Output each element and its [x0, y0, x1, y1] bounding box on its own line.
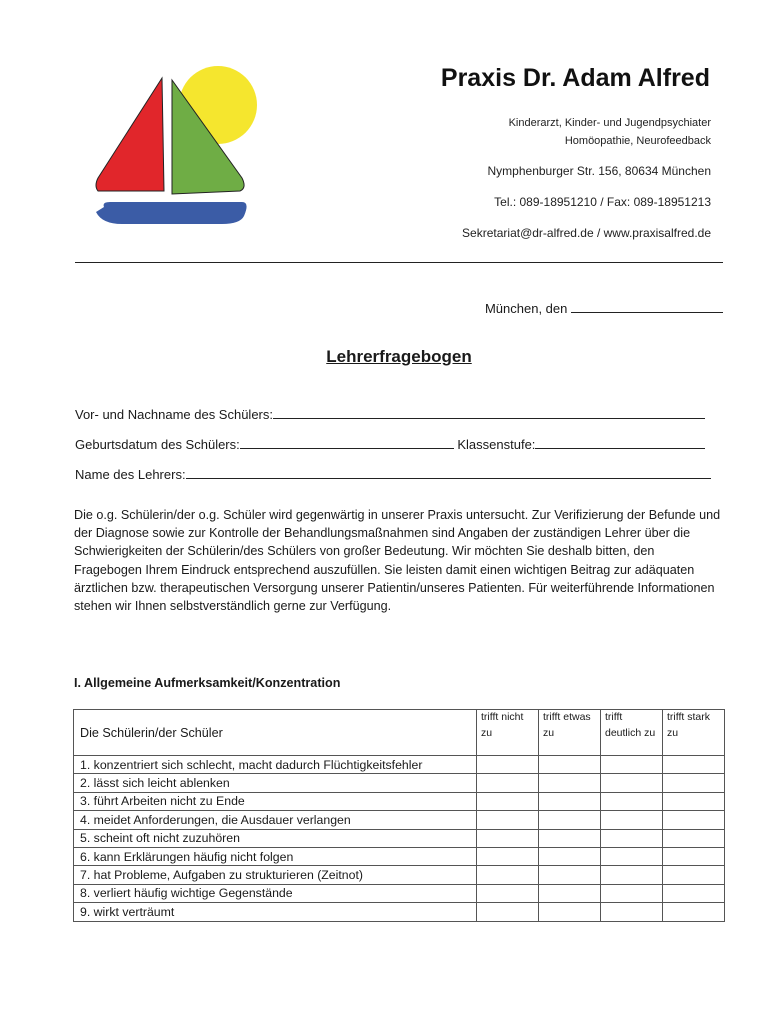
date-label: München, den [484, 301, 568, 316]
sailboat-logo [92, 66, 260, 232]
answer-cell[interactable] [601, 774, 663, 792]
teacher-blank[interactable] [186, 466, 711, 479]
answer-cell[interactable] [601, 866, 663, 884]
table-row [74, 866, 725, 884]
item-label: 2. lässt sich leicht ablenken [74, 774, 477, 792]
item-label: 1. konzentriert sich schlecht, macht dadurch Flüchtigkeitsfehler [74, 756, 477, 774]
specialty-line: Kinderarzt, Kinder- und Jugendpsychiater [508, 117, 711, 129]
answer-cell[interactable] [601, 756, 663, 774]
table-header-row [74, 710, 725, 756]
student-name-blank[interactable] [273, 406, 705, 419]
answer-cell[interactable] [663, 829, 725, 847]
scale-header: trifft stark zu [663, 710, 725, 756]
answer-cell[interactable] [539, 903, 601, 921]
date-field [485, 300, 723, 316]
scale-header: trifft deutlich zu [601, 710, 663, 756]
table-row [74, 756, 725, 774]
questionnaire-table [73, 709, 725, 922]
date-blank[interactable] [571, 300, 723, 313]
document-title: Lehrerfragebogen [326, 347, 472, 366]
item-label: 3. führt Arbeiten nicht zu Ende [74, 792, 477, 810]
answer-cell[interactable] [477, 756, 539, 774]
grade-label: Klassenstufe: [457, 437, 536, 452]
answer-cell[interactable] [663, 903, 725, 921]
answer-cell[interactable] [601, 847, 663, 865]
answer-cell[interactable] [477, 866, 539, 884]
answer-cell[interactable] [539, 829, 601, 847]
table-row [74, 847, 725, 865]
answer-cell[interactable] [477, 792, 539, 810]
answer-cell[interactable] [539, 756, 601, 774]
methods-line: Homöopathie, Neurofeedback [564, 135, 711, 147]
table-row [74, 903, 725, 921]
answer-cell[interactable] [601, 829, 663, 847]
birthdate-label: Geburtsdatum des Schülers: [75, 437, 240, 452]
intro-paragraph: Die o.g. Schülerin/der o.g. Schüler wird gegenwärtig in unserer Praxis untersucht. Zur Verifizierung der Befunde und der Diagnose sowie zur Kontrolle der Behandlungsmaßnahmen sind Angaben der zuständigen Lehrer über die Schwierigkeiten der Schülerin/des Schülers von großer Bedeutung. Wir möchten Sie deshalb bitten, den Fragebogen Ihrem Eindruck entsprechend auszufüllen. Sie leisten damit einen wichtigen Beitrag zur adäquaten ärztlichen bzw. therapeutischen Versorgung unserer Patientin/unseres Patienten. Für weiterführende Informationen stehen wir Ihnen selbstverständlich gerne zur Verfügung. [74, 508, 721, 614]
practice-name: Praxis Dr. Adam Alfred [440, 64, 710, 92]
answer-cell[interactable] [477, 829, 539, 847]
contact-line: Sekretariat@dr-alfred.de / www.praxisalfred.de [462, 226, 711, 240]
left-sail-shape [96, 78, 164, 191]
answer-cell[interactable] [539, 847, 601, 865]
table-header-label: Die Schülerin/der Schüler [74, 710, 477, 756]
answer-cell[interactable] [539, 774, 601, 792]
answer-cell[interactable] [477, 847, 539, 865]
item-label: 6. kann Erklärungen häufig nicht folgen [74, 847, 477, 865]
answer-cell[interactable] [477, 774, 539, 792]
birthdate-blank[interactable] [240, 436, 454, 449]
answer-cell[interactable] [663, 847, 725, 865]
teacher-name-field [75, 466, 711, 482]
item-label: 7. hat Probleme, Aufgaben zu strukturieren (Zeitnot) [74, 866, 477, 884]
item-label: 5. scheint oft nicht zuzuhören [74, 829, 477, 847]
answer-cell[interactable] [663, 774, 725, 792]
answer-cell[interactable] [601, 903, 663, 921]
item-label: 8. verliert häufig wichtige Gegenstände [74, 884, 477, 902]
item-label: 4. meidet Anforderungen, die Ausdauer verlangen [74, 811, 477, 829]
answer-cell[interactable] [663, 811, 725, 829]
answer-cell[interactable] [477, 903, 539, 921]
scale-header: trifft etwas zu [539, 710, 601, 756]
header-divider [75, 262, 723, 263]
item-label: 9. wirkt verträumt [74, 903, 477, 921]
answer-cell[interactable] [663, 866, 725, 884]
answer-cell[interactable] [477, 884, 539, 902]
answer-cell[interactable] [601, 811, 663, 829]
table-row [74, 811, 725, 829]
answer-cell[interactable] [539, 811, 601, 829]
answer-cell[interactable] [663, 756, 725, 774]
table-row [74, 774, 725, 792]
phone-fax-line: Tel.: 089-18951210 / Fax: 089-18951213 [494, 195, 711, 209]
answer-cell[interactable] [539, 866, 601, 884]
grade-blank[interactable] [535, 436, 705, 449]
address-line: Nymphenburger Str. 156, 80634 München [487, 164, 711, 178]
answer-cell[interactable] [539, 884, 601, 902]
student-name-field [75, 406, 705, 422]
answer-cell[interactable] [539, 792, 601, 810]
hull-shape [96, 202, 247, 224]
scale-header: trifft nicht zu [477, 710, 539, 756]
table-row [74, 884, 725, 902]
answer-cell[interactable] [477, 811, 539, 829]
answer-cell[interactable] [663, 792, 725, 810]
answer-cell[interactable] [601, 792, 663, 810]
answer-cell[interactable] [663, 884, 725, 902]
birthdate-grade-field [75, 436, 705, 452]
answer-cell[interactable] [601, 884, 663, 902]
table-row [74, 792, 725, 810]
teacher-label: Name des Lehrers: [75, 467, 186, 482]
section-title: I. Allgemeine Aufmerksamkeit/Konzentration [74, 676, 341, 690]
student-name-label: Vor- und Nachname des Schülers: [75, 407, 273, 422]
table-row [74, 829, 725, 847]
